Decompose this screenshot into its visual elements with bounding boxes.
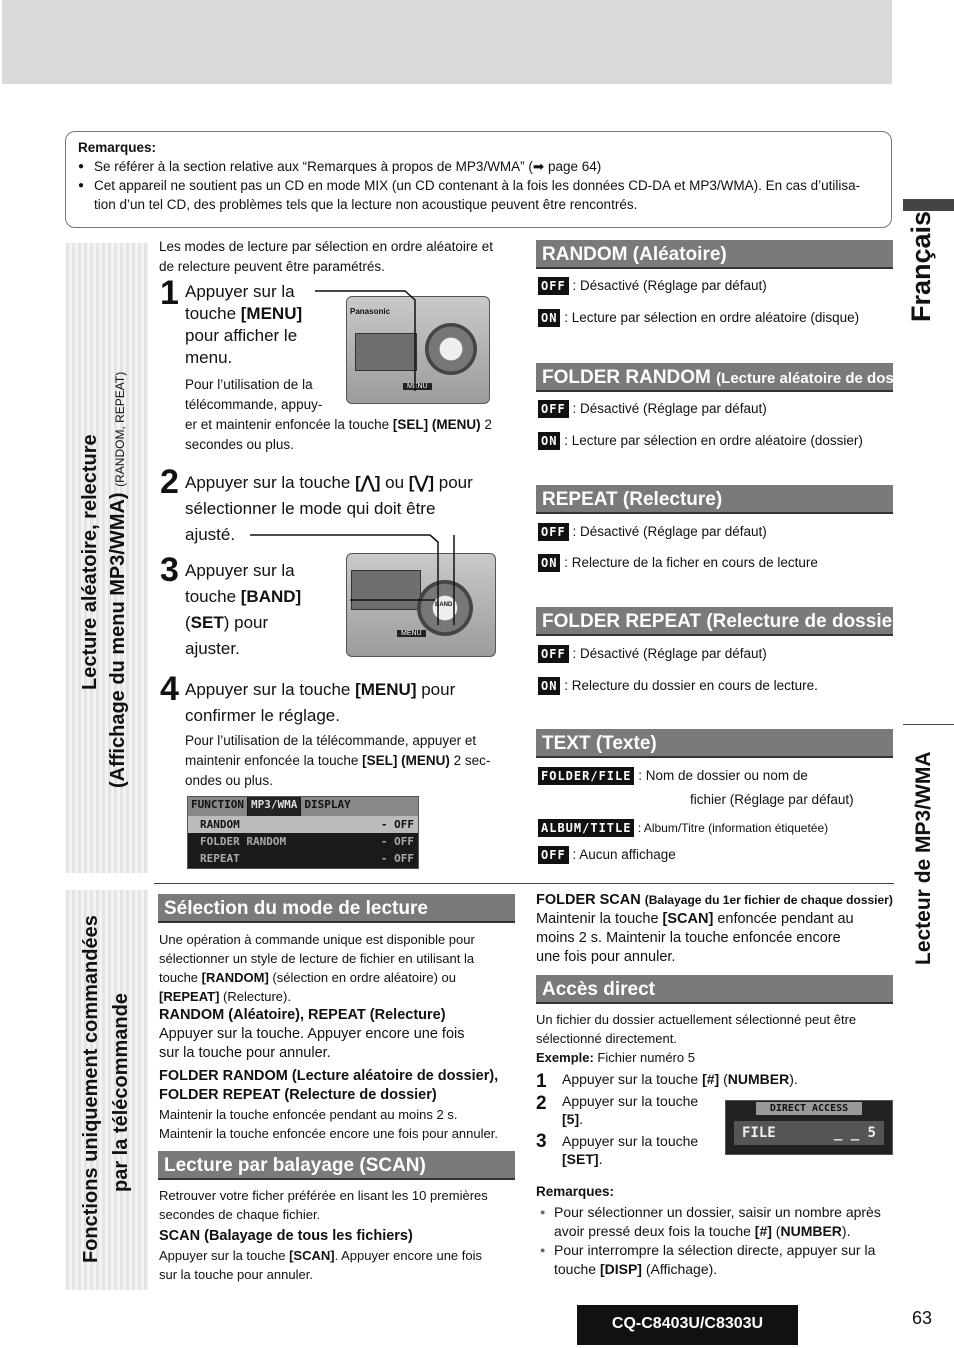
mode-row: OFF : Désactivé (Réglage par défaut) [538,399,898,419]
mode-row: ON : Relecture du dossier en cours de lecture. [538,676,898,696]
lcd-tab: DISPLAY [304,798,351,811]
off-indicator: OFF [538,523,569,541]
intro-text: Les modes de lecture par sélection en ordre aléatoire et de relecture peuvent être paramétrés. [159,239,493,274]
mode-row: ALBUM/TITLE : Album/Titre (information étiquetée) [538,818,898,838]
menu-lcd [187,796,419,869]
remark-item: ● Se référer à la section relative aux “Remarques à propos de MP3/WMA” (➡ page 64) [78,157,879,176]
lcd-tab: FUNCTION [188,797,248,816]
step-number: 3 [536,1131,547,1152]
folder-random-repeat-block: FOLDER RANDOM (Lecture aléatoire de dossier), FOLDER REPEAT (Relecture de dossier) Maintenir la touche enfoncée pendant au moins 2 s. Maintenir la touche enfoncée encore une fois pour annuler. [159,1068,499,1141]
mode-row: OFF : Désactivé (Réglage par défaut) [538,644,898,664]
scan-text: Retrouver votre ficher préférée en lisant les 10 premières secondes de chaque fichier. [159,1188,488,1222]
text-header: TEXT (Texte) [536,729,893,758]
mode-row: OFF : Aucun affichage [538,845,898,865]
section-divider [154,883,894,884]
mode-row: OFF : Désactivé (Réglage par défaut) [538,522,898,542]
step-number: 4 [160,670,179,708]
step-number: 2 [536,1093,547,1114]
model-badge: CQ-C8403U/C8303U [577,1305,798,1345]
mode-row: OFF : Désactivé (Réglage par défaut) [538,276,898,296]
side-tab-title: Lecture aléatoire, relecture [79,434,101,690]
on-indicator: ON [538,432,560,450]
direct-access-text: Un fichier du dossier actuellement sélectionné peut être sélectionné directement. Exemple: Fichier numéro 5 [536,1012,857,1065]
on-indicator: ON [538,677,560,695]
side-tab-title: par la télécommande [110,993,132,1192]
step-number: 2 [160,463,179,501]
language-tab-marker [903,199,954,211]
step-2-text: Appuyer sur la touche [⋀] ou [⋁] pour sélectionner le mode qui doit être ajusté. [185,473,473,544]
page-number: 63 [912,1308,933,1328]
folder-scan-block: FOLDER SCAN (Balayage du 1er fichier de chaque dossier) Maintenir la touche [SCAN] enfoncée pendant au moins 2 s. Maintenir la touche enfoncée encore une fois pour annuler. [536,892,893,965]
step-number: 1 [536,1071,547,1092]
step-4-note: Pour l’utilisation de la télécommande, appuyer et maintenir enfoncée la touche [SEL] (MENU) 2 sec- ondes ou plus. [185,733,491,788]
direct-access-header: Accès direct [536,975,893,1004]
folder-file-indicator: FOLDER/FILE [538,767,634,785]
language-tab: Français [906,210,936,322]
selection-mode-text: Une opération à commande unique est disponible pour sélectionner un style de lecture de fichier en utilisant la touche [RANDOM] (sélection en ordre aléatoire) ou [REPEAT] (Relecture). [159,932,475,1004]
direct-access-lcd [725,1100,893,1155]
step-1-note: Pour l’utilisation de la télécommande, appuy- er et maintenir enfoncée la touche [SEL] (MENU) 2 secondes ou plus. [185,377,492,452]
band-button-label: BAND [435,602,453,608]
scan-block: SCAN (Balayage de tous les fichiers) Appuyer sur la touche [SCAN]. Appuyer encore une fois sur la touche pour annuler. [159,1228,483,1282]
side-tab-title: (Affichage du menu MP3/WMA) (RANDOM, REPEAT) [107,371,129,788]
remarks-box [65,131,892,228]
lcd-row: REPEAT - OFF [200,852,414,865]
direct-step-3: Appuyer sur la touche [SET]. [562,1133,699,1167]
lcd-row: FOLDER RANDOM - OFF [200,835,414,848]
header-band [2,0,892,84]
off-indicator: OFF [538,846,569,864]
remarks-title: Remarques: [78,140,157,155]
album-title-indicator: ALBUM/TITLE [538,819,634,837]
step-number: 1 [160,274,179,312]
remarks-bottom: Remarques: ● Pour sélectionner un dossier, saisir un nombre après avoir pressé deux fois la touche [#] (NUMBER). ● Pour interrompre la sélection directe, appuyer sur la touche [DISP] (Affichage). [536,1182,898,1279]
selection-mode-header: Sélection du mode de lecture [158,894,515,923]
on-indicator: ON [538,309,560,327]
lcd-title: DIRECT ACCESS [756,1102,862,1115]
random-header: RANDOM (Aléatoire) [536,240,893,269]
mode-row: ON : Lecture par sélection en ordre aléatoire (dossier) [538,431,898,451]
menu-button-label: MENU [403,383,432,390]
on-indicator: ON [538,554,560,572]
callout-line [240,530,470,630]
control-knob [425,323,477,375]
remark-item: ● Cet appareil ne soutient pas un CD en mode MIX (un CD contenant à la fois les données CD-DA et MP3/WMA). En cas d’utilisa- [78,176,879,195]
scan-header: Lecture par balayage (SCAN) [158,1151,515,1180]
brand-label: Panasonic [350,307,391,316]
step-number: 3 [160,551,179,589]
random-repeat-block: RANDOM (Aléatoire), REPEAT (Relecture) Appuyer sur la touche. Appuyer encore une fois sur la touche pour annuler. [159,1007,465,1061]
direct-step-2: Appuyer sur la touche [5]. [562,1093,699,1127]
remark-item-cont: tion d’un tel CD, des problèmes tels que la lecture non acoustique peuvent être rencontrés. [94,197,638,212]
off-indicator: OFF [538,400,569,418]
lcd-tab-active: MP3/WMA [248,797,301,816]
lcd-row-selected: RANDOM - OFF [188,816,418,833]
step-1-text: Appuyer sur la touche [MENU] pour afficher le menu. [185,282,303,367]
folder-repeat-header: FOLDER REPEAT (Relecture de dossier) [536,607,893,636]
mode-row: FOLDER/FILE : Nom de dossier ou nom de fichier (Réglage par défaut) [538,766,898,810]
mode-row: ON : Relecture de la ficher en cours de lecture [538,553,898,573]
step-4-text: Appuyer sur la touche [MENU] pour confirmer le réglage. [185,680,456,725]
callout-line [310,286,430,396]
off-indicator: OFF [538,277,569,295]
direct-step-1: Appuyer sur la touche [#] (NUMBER). [562,1071,798,1087]
repeat-header: REPEAT (Relecture) [536,485,893,514]
folder-random-header: FOLDER RANDOM (Lecture aléatoire de dossier) [536,363,893,392]
side-tab-remote [66,890,148,1290]
side-tab-title: Fonctions uniquement commandées [80,915,102,1263]
lcd-file-row: FILE _ _ 5 [734,1121,884,1145]
section-tab: Lecteur de MP3/WMA [912,751,935,965]
section-tab-divider [903,724,954,725]
mode-row: ON : Lecture par sélection en ordre aléatoire (disque) [538,308,898,328]
step-3-text: Appuyer sur la touche [BAND] (SET) pour ajuster. [185,561,302,658]
menu-button-label: MENU [397,630,426,637]
off-indicator: OFF [538,645,569,663]
